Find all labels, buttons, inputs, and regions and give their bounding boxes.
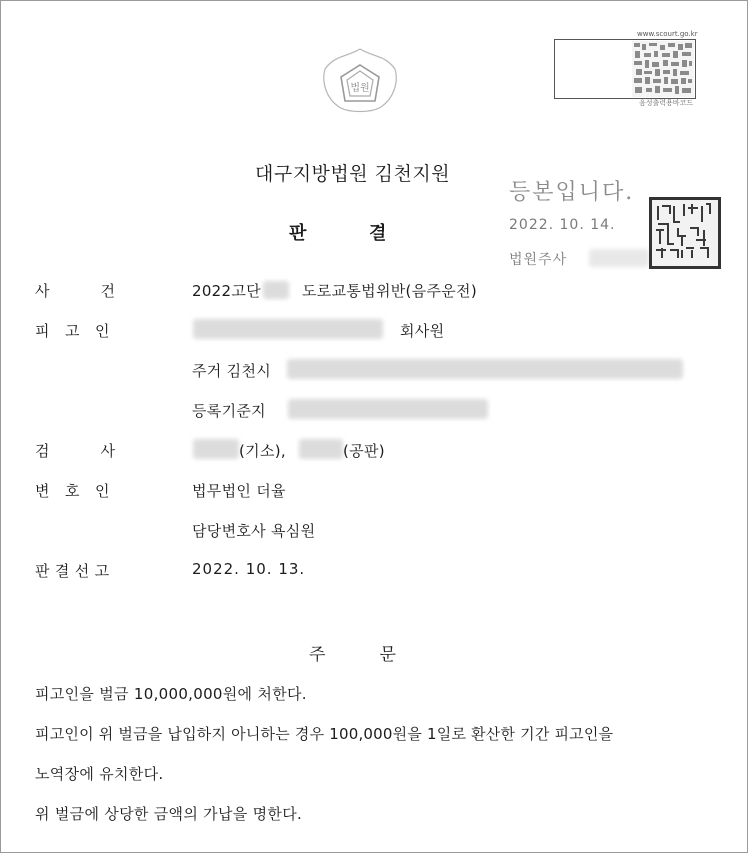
verdict-date: 2022. 10. 13. bbox=[192, 560, 306, 578]
emblem-text: 법원 bbox=[350, 83, 370, 94]
redacted-case-number bbox=[263, 281, 289, 299]
order-line: 노역장에 유치한다. bbox=[35, 765, 164, 783]
prosecutor-role-indictment: (기소), bbox=[239, 442, 286, 460]
barcode-caption: 음성출력용바코드 bbox=[639, 99, 694, 107]
order-line: 피고인을 벌금 10,000,000원에 처한다. bbox=[35, 685, 307, 703]
order-title: 주 문 bbox=[309, 645, 396, 665]
counsel-attorney: 담당변호사 욕심원 bbox=[192, 522, 316, 540]
defendant-label: 피 고 인 bbox=[35, 322, 110, 340]
redacted-registry bbox=[288, 399, 488, 419]
redacted-address bbox=[287, 359, 683, 379]
prosecutor-label: 검 사 bbox=[35, 442, 116, 460]
court-name: 대구지방법원 김천지원 bbox=[255, 163, 451, 185]
order-line: 위 벌금에 상당한 금액의 가납을 명한다. bbox=[35, 805, 303, 823]
registry-label: 등록기준지 bbox=[192, 402, 266, 420]
address-label: 주거 김천시 bbox=[192, 362, 272, 380]
barcode-icon bbox=[632, 41, 694, 97]
barcode-url: www.scourt.go.kr bbox=[637, 30, 698, 38]
court-emblem-icon bbox=[317, 43, 403, 123]
case-label: 사 건 bbox=[35, 282, 116, 300]
counsel-label: 변 호 인 bbox=[35, 482, 110, 500]
case-number: 2022고단 bbox=[192, 282, 261, 300]
document-title: 판 결 bbox=[289, 223, 387, 244]
redacted-prosecutor-2 bbox=[299, 439, 343, 459]
redacted-prosecutor-1 bbox=[193, 439, 239, 459]
court-seal bbox=[649, 197, 721, 269]
certified-copy-label: 등본입니다. bbox=[509, 180, 635, 205]
redacted-defendant-name bbox=[193, 319, 383, 339]
seal-pattern-icon bbox=[652, 200, 712, 260]
certification-date: 2022. 10. 14. bbox=[509, 217, 616, 233]
case-name: 도로교통법위반(음주운전) bbox=[302, 282, 477, 300]
court-officer-label: 법원주사 bbox=[509, 252, 568, 268]
defendant-occupation: 회사원 bbox=[400, 322, 445, 340]
verdict-date-label: 판 결 선 고 bbox=[35, 562, 110, 580]
redacted-officer-name bbox=[589, 249, 649, 267]
counsel-firm: 법무법인 더율 bbox=[192, 482, 286, 500]
order-line: 피고인이 위 벌금을 납입하지 아니하는 경우 100,000원을 1일로 환산한 기간 피고인을 bbox=[35, 725, 614, 743]
prosecutor-role-trial: (공판) bbox=[343, 442, 385, 460]
